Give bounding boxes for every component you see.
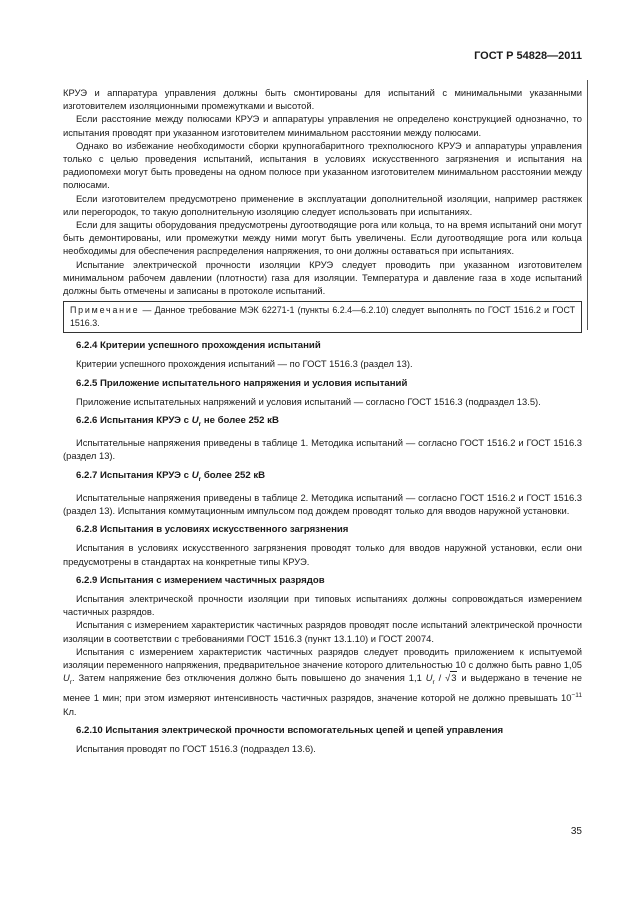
paragraph: Если расстояние между полюсами КРУЭ и аппаратуры управления не определено конструкцией однозначно, то испытания проводят при указанном изготовителем минимальном расстоянии между полюсами. (63, 113, 582, 138)
section-text: Испытания проводят по ГОСТ 1516.3 (подраздел 13.6). (76, 742, 316, 754)
section-text: Испытания электрической прочности изоляции при типовых испытаниях должны сопровождаться измерением частичных разрядов. (63, 592, 582, 618)
section-text: Приложение испытательных напряжений и условия испытаний — согласно ГОСТ 1516.3 (подраздел 13.5). (76, 395, 541, 407)
section-heading: 6.2.7 Испытания КРУЭ с $U_r$ более 252 кВ (76, 469, 266, 483)
section-text: Критерии успешного прохождения испытаний — по ГОСТ 1516.3 (раздел 13). (76, 358, 413, 370)
section-text: Испытательные напряжения приведены в таблице 1. Методика испытаний — согласно ГОСТ 1516.2 и ГОСТ 1516.3 (раздел 13). (63, 437, 582, 462)
section-text: Испытания в условиях искусственного загрязнения проводят только для вводов наружной установки, если они предусмотрены в стандартах на конкретные типы КРУЭ. (63, 542, 582, 567)
paragraph: КРУЭ и аппаратура управления должны быть смонтированы для испытаний с минимальными указанными изготовителем изоляционными промежутками и высотой. (63, 87, 582, 112)
section-heading: 6.2.10 Испытания электрической прочности вспомогательных цепей и цепей управления (76, 724, 504, 736)
section-heading: 6.2.9 Испытания с измерением частичных разрядов (76, 574, 325, 586)
section-heading: 6.2.4 Критерии успешного прохождения испытаний (76, 340, 321, 352)
note-label: Примечание (70, 305, 140, 316)
note-text: — Данное требование МЭК 62271-1 (пункты 6.2.4—6.2.10) следует выполнять по ГОСТ 1516.2 и ГОСТ 1516.3. (70, 305, 575, 328)
paragraph: Если изготовителем предусмотрено применение в эксплуатации дополнительной изоляции, например растяжек или перегородок, то такую дополнительную изоляцию следует использовать при испытаниях. (63, 192, 582, 217)
section-heading: 6.2.6 Испытания КРУЭ с $U_r$ не более 252 кВ (76, 415, 279, 428)
section-text: Испытательные напряжения приведены в таблице 2. Методика испытаний — согласно ГОСТ 1516.2 и ГОСТ 1516.3 (раздел 13). Испытания коммутационным импульсом под дождем проводят только для вводов наружной установки. (63, 491, 582, 516)
section-text: Испытания с измерением характеристик частичных разрядов проводят после испытаний электрической прочности изоляции в соответствии с требованиями ГОСТ 1516.3 (пункт 13.1.10) и ГОСТ 20074. (63, 619, 582, 644)
note-box (63, 301, 582, 333)
section-heading: 6.2.5 Приложение испытательного напряжения и условия испытаний (76, 377, 408, 389)
section-heading: 6.2.8 Испытания в условиях искусственного загрязнения (76, 524, 349, 536)
section-text: Испытания с измерением характеристик частичных разрядов следует проводить приложением к испытуемой изоляции переменного напряжения, предварительное значение которого длительностью 10 с должно быть равно 1,05 $U_r$. Затем напряжение без отключения должно быть повышено до значения 1,1 $U_r / √3$ и выдержано в течение не менее 1 мин; при этом измеряют интенсивность частичных разрядов, значение которой не должно превышать $10^{-11}$ Кл. (63, 645, 582, 717)
page-number: 35 (570, 826, 582, 837)
page-content (63, 86, 582, 755)
paragraph: Однако во избежание необходимости сборки крупногабаритного трехполюсного КРУЭ и аппаратуры управления только с целью проведения испытаний, испытания в условиях искусственного загрязнения и испытания на радиопомехи могут быть проведены на одном полюсе при указанном изготовителем минимальном расстоянии между полюсами. (63, 139, 582, 191)
paragraph: Испытание электрической прочности изоляции КРУЭ следует проводить при указанном изготовителем минимальном рабочем давлении (плотности) газа для изоляции. Температура и давление газа в ходе испытаний должны быть отмечены и записаны в протоколе испытаний. (63, 258, 582, 297)
paragraph: Если для защиты оборудования предусмотрены дугоотводящие рога или кольца, то на время испытаний они могут быть демонтированы, или промежутки между ними могут быть увеличены. Если дугоотводящие рога или кольца необходимы для обеспечения распределения напряжения, то они должны оставаться при испытаниях. (63, 219, 582, 257)
document-id: ГОСТ Р 54828—2011 (474, 50, 582, 62)
revision-bar (587, 80, 588, 330)
